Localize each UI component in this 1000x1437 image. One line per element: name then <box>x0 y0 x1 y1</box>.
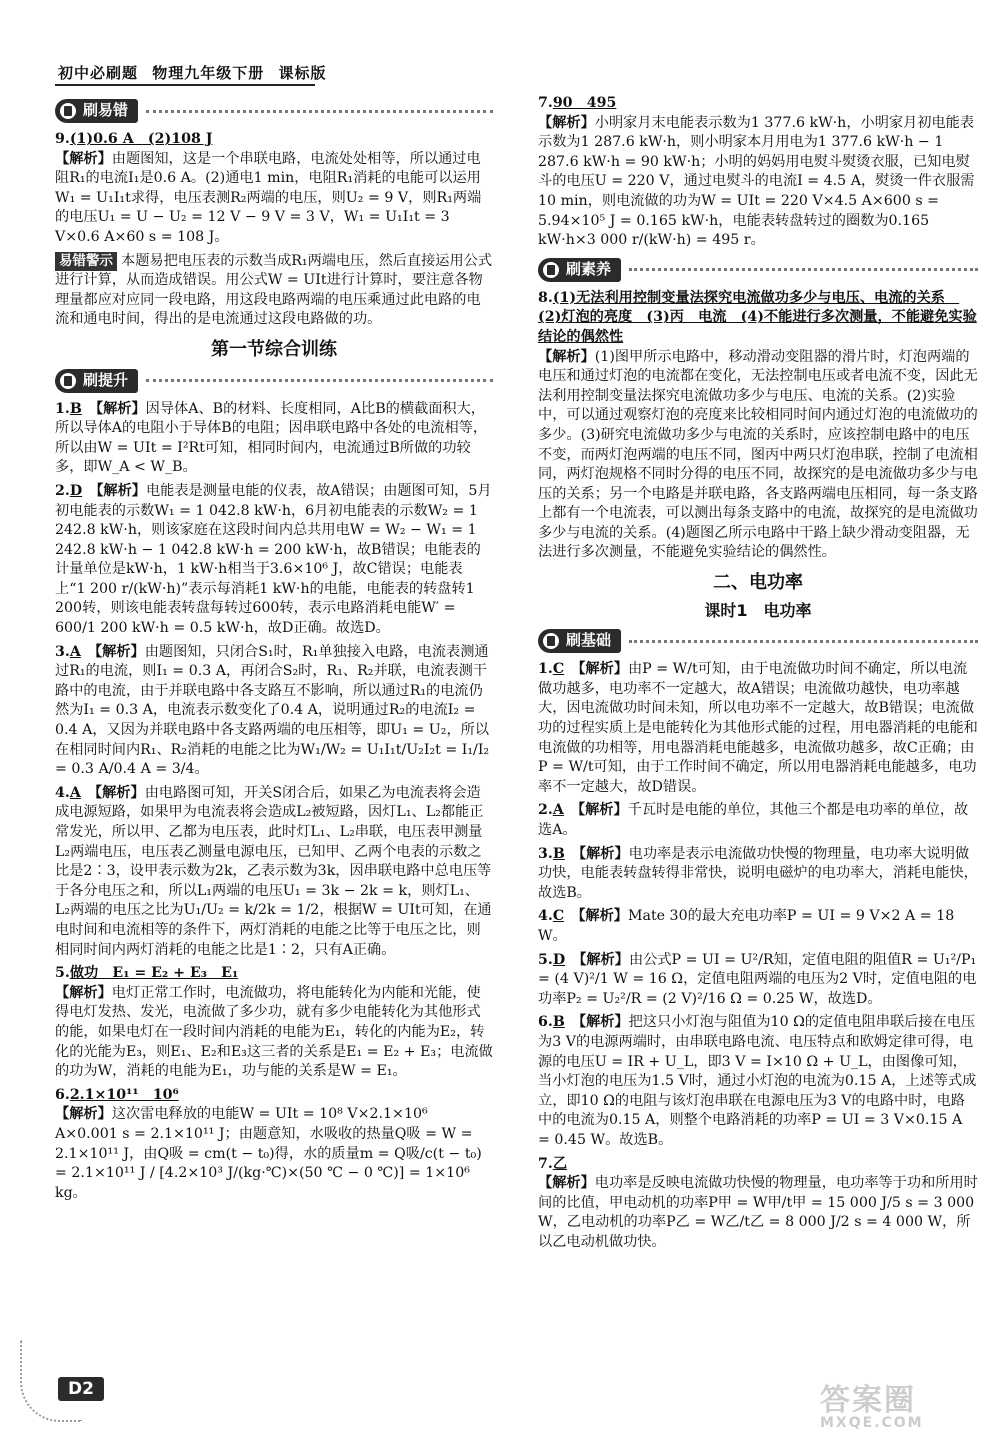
analysis-label: 【解析】 <box>538 114 595 131</box>
tip-label: 易错警示 <box>55 252 117 272</box>
item-answer: D <box>69 482 83 499</box>
item-number: 3. <box>538 845 553 862</box>
analysis-label: 【解析】 <box>579 845 629 862</box>
answer-item-5 <box>55 964 493 1082</box>
item-number: 1. <box>55 400 70 417</box>
answer-item-8 <box>538 289 978 563</box>
analysis-text: 由P = W/t可知，由于电流做功时间不确定，所以电流做功越多，电功率不一定越大，故A错误；电流做功越快，电功率越大，因电流做功时间未知，所以电功率不一定越大，故B错误；电流做功的过程实质上是电能转化为其他形式能的过程，用电器消耗的电能和电流做的功相等，用电器消耗电能越多，电流做功越多，故C正确；由P = W/t可知，由于工作时间不确定，所以用电器消耗电能越多，电功率不一定越大，故D错误。 <box>538 661 978 795</box>
analysis-label: 【解析】 <box>55 984 112 1001</box>
answer-item-2 <box>55 482 493 639</box>
analysis-label: 【解析】 <box>578 802 628 819</box>
item-number: 7. <box>538 1155 553 1172</box>
item-answer: (1)0.6 A (2)108 J <box>69 131 213 147</box>
item-answer: B <box>552 845 565 862</box>
badge-label: 刷基础 <box>566 631 612 650</box>
item-answer: D <box>552 951 566 968</box>
item-number: 2. <box>55 482 70 499</box>
watermark-url: MXQE.COM <box>820 1415 924 1431</box>
badge-yicuo <box>55 98 493 124</box>
basic-item-4 <box>538 907 978 946</box>
item-answer: A <box>69 784 81 801</box>
analysis-text: 由题图知，只闭合S₁时，R₁单独接入电路，电流表测通过R₁的电流，则I₁ = 0.3 A，再闭合S₂时，R₁、R₂并联，电流表测干路中的电流，由于并联电路中各支路互不影响，所以通过R₁的电流仍然为I₁ = 0.3 A，电流表示数变化了0.4 A，说明通过R₂的电流I₂ = 0.4 A，又因为并联电路中各支路两端的电压相等，即U₁ = U₂，所以在相同时间内R₁、R₂消耗的电能之比为W₁/W₂ = U₁I₁t/U₂I₂t = I₁/I₂ = 0.3 A/0.4 A = 3/4。 <box>55 643 490 778</box>
analysis-text: 电能表是测量电能的仪表，故A错误；由题图可知，5月初电能表的示数W₁ = 1 042.8 kW·h，6月初电能表的示数W₂ = 1 242.8 kW·h，则该家庭在这段时间内总共用电W = W₂ − W₁ = 1 242.8 kW·h − 1 042.8 kW·h = 200 kW·h，故B错误；电能表的计量单位是kW·h，1 kW·h相当于3.6×10⁶ J，故C错误；电能表上“1 200 r/(kW·h)”表示每消耗1 kW·h的电能，电能表的转盘转1 200转，则该电能表转盘每转过600转，表示电路消耗电能W′ = 600/1 200 kW·h = 0.5 kW·h，故D正确。故选D。 <box>55 482 492 637</box>
analysis-label: 【解析】 <box>538 348 595 365</box>
item-answer: B <box>69 400 82 417</box>
analysis-text: 把这只小灯泡与阻值为10 Ω的定值电阻串联后接在电压为3 V的电源两端时，由串联电路电流、电压特点和欧姆定律可得，电源的电压U = IR + U_L，即3 V = I×10 Ω + U_L，由图像可知，当小灯泡的电压为1.5 V时，通过小灯泡的电流为0.15 A，上述等式成立，即10 Ω的电阻与该灯泡串联在电源电压为3 V的电路中时，电路中的电流为0.15 A，则整个电路消耗的功率P = UI = 3 V×0.15 A = 0.45 W。故选B。 <box>538 1014 977 1148</box>
watermark <box>820 1375 990 1430</box>
badge-jichu <box>538 628 978 654</box>
brush-icon <box>542 261 560 279</box>
item-number: 6. <box>55 1086 70 1103</box>
basic-item-6 <box>538 1013 978 1150</box>
item-number: 5. <box>538 951 553 968</box>
item-answer: 2.1×10¹¹ 10⁶ <box>69 1086 179 1103</box>
item-answer: 90 495 <box>552 95 617 111</box>
analysis-label: 【解析】 <box>538 1175 595 1192</box>
analysis-label: 【解析】 <box>55 1106 112 1123</box>
item-answer: A <box>552 802 564 819</box>
dotted-rule <box>629 640 978 643</box>
analysis-text: 小明家月末电能表示数为1 377.6 kW·h，小明家月初电能表示数为1 287.6 kW·h，则小明家本月用电为1 377.6 kW·h − 1 287.6 kW·h = 90 kW·h；小明的妈妈用电熨斗熨烫衣服，已知电熨斗的电压U = 220 V，通过电熨斗的电流I = 4.5 A，熨烫一件衣服需10 min，则电流做的功为W = UIt = 220 V×4.5 A×600 s = 5.94×10⁵ J = 0.165 kW·h，电能表转盘转过的圈数为0.165 kW·h×3 000 r/(kW·h) = 495 r。 <box>538 114 975 249</box>
dotted-rule <box>629 268 978 271</box>
badge-tisheng <box>55 368 493 394</box>
page-number: D2 <box>58 1377 104 1401</box>
analysis-label: 【解析】 <box>55 150 112 167</box>
badge-label: 刷提升 <box>83 370 129 389</box>
item-number: 1. <box>538 661 553 678</box>
answer-item-9 <box>55 130 493 248</box>
brush-icon <box>59 102 77 120</box>
analysis-text: 电功率是表示电流做功快慢的物理量，电功率大说明做功快，电能表转盘转得非常快，说明电磁炉的电功率大，消耗电能快，故选B。 <box>538 845 978 901</box>
page-header <box>58 62 335 83</box>
item-number: 9. <box>55 131 70 147</box>
item-answer: 乙 <box>552 1155 568 1172</box>
answer-item-4 <box>55 784 493 960</box>
lesson-title: 课时1 电功率 <box>704 600 812 620</box>
item-number: 8. <box>538 289 553 306</box>
basic-item-7 <box>538 1155 978 1253</box>
analysis-label: 【解析】 <box>579 1014 629 1031</box>
dotted-rule <box>146 379 493 382</box>
item-answer: B <box>552 1014 565 1031</box>
header-series: 初中必刷题 <box>58 64 139 82</box>
analysis-label: 【解析】 <box>95 643 145 660</box>
analysis-text: 因导体A、B的材料、长度相同，A比B的横截面积大，所以导体A的电阻小于导体B的电阻；因串联电路中各处的电流相等，所以由W = UIt = I²Rt可知，相同时间内，电流通过B所做的功较多，即W_A < W_B。 <box>55 400 488 476</box>
basic-item-3 <box>538 845 978 904</box>
analysis-text: 千瓦时是电能的单位，其他三个都是电功率的单位，故选A。 <box>538 802 969 838</box>
tip-text: 本题易把电压表的示数当成R₁两端电压，然后直接运用公式进行计算，从而造成错误。用公式W = UIt进行计算时，要注意各物理量都应对应同一段电路，用这段电路两端的电压乘通过此电路的电流和通电时间，得出的是电流通过这段电路做的功。 <box>55 252 493 328</box>
analysis-text: 电灯正常工作时，电流做功，将电能转化为内能和光能，使得电灯发热、发光，电流做了多少功，就有多少电能转化为其他形式的能，如果电灯在一段时间内消耗的电能为E₁，转化的内能为E₂，转化的光能为E₃，则E₁、E₂和E₃这三者的关系是E₁ = E₂ + E₃；电流做的功为W，消耗的电能为E₁，功与能的关系是W = E₁。 <box>55 984 493 1080</box>
analysis-text: 由电路图可知，开关S闭合后，如果乙为电流表将会造成电源短路，如果甲为电流表将会造成L₂被短路，因灯L₁、L₂都能正常发光，所以甲、乙都为电压表，此时灯L₁、L₂串联，电压表甲测量L₂两端电压，电压表乙测量电源电压，已知甲、乙两个电表的示数之比是2∶3，设甲表示数为2k，乙表示数为3k，因串联电路中总电压等于各分电压之和，所以L₁两端的电压U₁ = 3k − 2k = k，则灯L₁、L₂两端的电压之比为U₁/U₂ = k/2k = 1/2，根据W = UIt可知，在通电时间和电流相等的条件下，两灯消耗的电能之比等于电压之比，则相同时间内两灯消耗的电能之比是1∶2，只有A正确。 <box>55 784 492 958</box>
item-answer: C <box>552 661 565 678</box>
analysis-label: 【解析】 <box>578 661 628 678</box>
item-number: 4. <box>538 908 553 925</box>
brush-icon <box>542 632 560 650</box>
dotted-rule <box>146 110 493 113</box>
right-column <box>538 92 978 1256</box>
analysis-text: 由公式P = UI = U²/R知，定值电阻的阻值R = U₁²/P₁ = (4 V)²/1 W = 16 Ω，定值电阻两端的电压为2 V时，定值电阻的电功率P₂ = U₂²/R = (2 V)²/16 Ω = 0.25 W，故选D。 <box>538 951 977 1007</box>
badge-label: 刷素养 <box>566 259 612 278</box>
analysis-text: 电功率是反映电流做功快慢的物理量，电功率等于功和所用时间的比值，甲电动机的功率P甲 = W甲/t甲 = 15 000 J/5 s = 3 000 W，乙电动机的功率P乙 = W乙/t乙 = 8 000 J/2 s = 4 000 W，所以乙电动机做功快。 <box>538 1175 978 1250</box>
answer-item-6 <box>55 1086 493 1204</box>
watermark-text: 答案圈 <box>820 1383 916 1418</box>
error-tip <box>55 252 493 330</box>
basic-item-5 <box>538 951 978 1010</box>
item-answer: (1)无法利用控制变量法探究电流做功多少与电压、电流的关系 (2)灯泡的亮度 (3)丙 电流 (4)不能进行多次测量，不能避免实验结论的偶然性 <box>538 289 977 345</box>
item-answer: A <box>69 643 81 660</box>
answer-item-7 <box>538 94 978 251</box>
analysis-label: 【解析】 <box>96 482 146 499</box>
basic-item-1 <box>538 660 978 797</box>
item-number: 2. <box>538 802 553 819</box>
item-number: 7. <box>538 95 553 111</box>
analysis-label: 【解析】 <box>95 784 145 801</box>
analysis-label: 【解析】 <box>579 951 629 968</box>
item-number: 5. <box>55 965 70 982</box>
badge-suyang <box>538 257 978 283</box>
item-number: 4. <box>55 784 70 801</box>
analysis-text: Mate 30的最大充电功率P = UI = 9 V×2 A = 18 W。 <box>538 908 955 944</box>
item-number: 3. <box>55 643 70 660</box>
item-answer: 做功 E₁ = E₂ + E₃ E₁ <box>69 965 239 982</box>
answer-item-1 <box>55 400 493 478</box>
analysis-label: 【解析】 <box>578 908 628 925</box>
analysis-text: (1)图甲所示电路中，移动滑动变阻器的滑片时，灯泡两端的电压和通过灯泡的电流都在变化，无法控制电压或者电流不变，因此无法利用控制变量法探究电流做功多少与电压、电流的关系。(2)实验中，可以通过观察灯泡的亮度来比较相同时间内通过灯泡的电流做功的多少。(3)研究电流做功多少与电流的关系时，应该控制电路中的电压不变，而两灯泡两端的电压不同，图丙中两只灯泡串联，控制了电流相同，两灯泡规格不同时分得的电压不同，故探究的是电流做功多少与电压的关系；另一个电路是并联电路，各支路两端电压相同，每一条支路上都有一个电流表，可以测出每条支路中的电流，故探究的是电流做功多少与电流的关系。(4)题图乙所示电路中干路上缺少滑动变阻器，无法进行多次测量，不能避免实验结论的偶然性。 <box>538 348 978 561</box>
analysis-text: 由题图知，这是一个串联电路，电流处处相等，所以通过电阻R₁的电流I₁是0.6 A。(2)通电1 min，电阻R₁消耗的电能可以运用W₁ = U₁I₁t求得，电压表测R₂两端的电压，则U₂ = 9 V，则R₁两端的电压U₁ = U − U₂ = 12 V − 9 V = 3 V，W₁ = U₁I₁t = 3 V×0.6 A×60 s = 108 J。 <box>55 150 482 245</box>
header-rule <box>55 84 315 86</box>
item-number: 6. <box>538 1014 553 1031</box>
item-answer: C <box>552 908 565 925</box>
header-book: 物理九年级下册 <box>152 64 265 82</box>
brush-icon <box>59 372 77 390</box>
answer-item-3 <box>55 643 493 780</box>
basic-item-2 <box>538 801 978 840</box>
section-title-1: 第一节综合训练 <box>211 338 337 360</box>
left-column <box>55 92 493 1207</box>
analysis-text: 这次雷电释放的电能W = UIt = 10⁸ V×2.1×10⁶ A×0.001 s = 2.1×10¹¹ J；由题意知，水吸收的热量Q吸 = W = 2.1×10¹¹ J，由Q吸 = cm(t − t₀)得，水的质量m = Q吸/c(t − t₀) = 2.1×10¹¹ J / [4.2×10³ J/(kg·℃)×(50 ℃ − 0 ℃)] = 1×10⁶ kg。 <box>55 1106 482 1201</box>
section-title-2: 二、电功率 <box>713 572 803 594</box>
analysis-label: 【解析】 <box>96 400 146 417</box>
badge-label: 刷易错 <box>83 101 129 120</box>
header-edition: 课标版 <box>278 64 327 82</box>
